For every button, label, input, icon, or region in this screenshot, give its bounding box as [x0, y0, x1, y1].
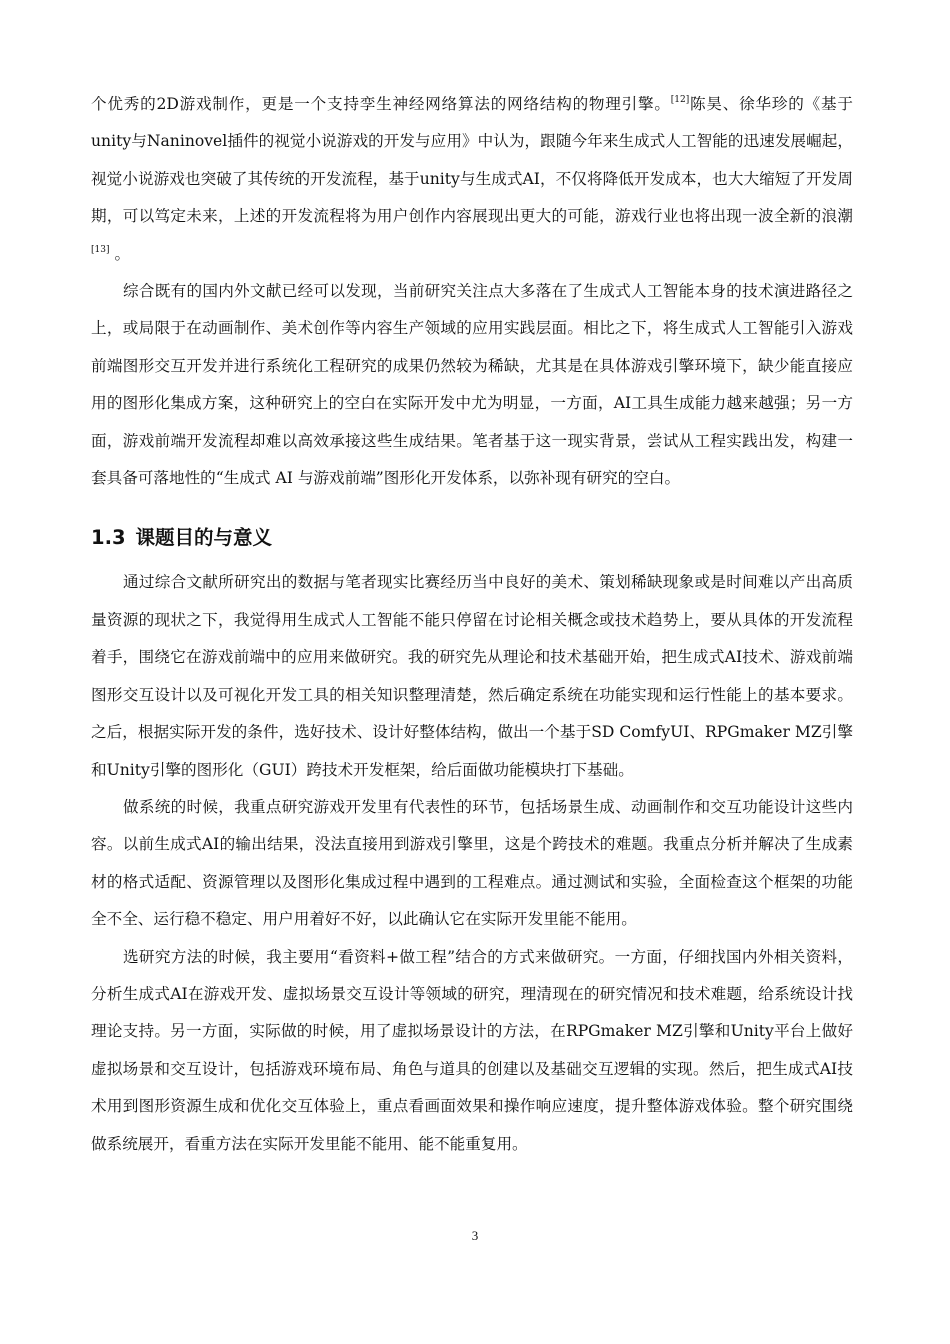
paragraph-continuation [91, 86, 853, 273]
section-number: 1.3 [91, 526, 126, 550]
paragraph-literature-summary: 综合既有的国内外文献已经可以发现，当前研究关注点大多落在了生成式人工智能本身的技术演进路径之上，或局限于在动画制作、美术创作等内容生产领域的应用实践层面。相比之下，将生成式人工智能引入游戏前端图形交互开发并进行系统化工程研究的成果仍然较为稀缺，尤其是在具体游戏引擎环境下，缺少能直接应用的图形化集成方案，这种研究上的空白在实际开发中尤为明显，一方面，AI工具生成能力越来越强；另一方面，游戏前端开发流程却难以高效承接这些生成结果。笔者基于这一现实背景，尝试从工程实践出发，构建一套具备可落地性的“生成式 AI 与游戏前端”图形化开发体系，以弥补现有研究的空白。 [91, 282, 853, 488]
section-title: 课题目的与意义 [135, 526, 273, 550]
paragraph-research-method: 选研究方法的时候，我主要用“看资料+做工程”结合的方式来做研究。一方面，仔细找国内外相关资料，分析生成式AI在游戏开发、虚拟场景交互设计等领域的研究，理清现在的研究情况和技术难题，给系统设计找理论支持。另一方面，实际做的时候，用了虚拟场景设计的方法，在RPGmaker MZ引擎和Unity平台上做好虚拟场景和交互设计，包括游戏环境布局、角色与道具的创建以及基础交互逻辑的实现。然后，把生成式AI技术用到图形资源生成和优化交互体验上，重点看画面效果和操作响应速度，提升整体游戏体验。整个研究围绕做系统展开，看重方法在实际开发里能不能用、能不能重复用。 [91, 947, 853, 1153]
citation-ref[interactable]: [12] [670, 95, 690, 105]
paragraph-text: 陈昊、徐华珍的《基于unity与Naninovel插件的视觉小说游戏的开发与应用》中认为，跟随今年来生成式人工智能的迅速发展崛起，视觉小说游戏也突破了其传统的开发流程，基于unity与生成式AI，不仅将降低开发成本，也大大缩短了开发周期，可以笃定未来，上述的开发流程将为用户创作内容展现出更大的可能，游戏行业也将出现一波全新的浪潮 [91, 95, 853, 226]
paragraph-text: 个优秀的2D游戏制作，更是一个支持孪生神经网络算法的网络结构的物理引擎。 [91, 95, 671, 113]
section-heading [91, 497, 853, 564]
page-number: 3 [471, 1228, 479, 1243]
document-page [91, 86, 853, 1163]
paragraph-purpose: 通过综合文献所研究出的数据与笔者现实比赛经历当中良好的美术、策划稀缺现象或是时间难以产出高质量资源的现状之下，我觉得用生成式人工智能不能只停留在讨论相关概念或技术趋势上，要从具体的开发流程着手，围绕它在游戏前端中的应用来做研究。我的研究先从理论和技术基础开始，把生成式AI技术、游戏前端图形交互设计以及可视化开发工具的相关知识整理清楚，然后确定系统在功能实现和运行性能上的基本要求。之后，根据实际开发的条件，选好技术、设计好整体结构，做出一个基于SD ComfyUI、RPGmaker MZ引擎和Unity引擎的图形化（GUI）跨技术开发框架，给后面做功能模块打下基础。 [91, 573, 853, 779]
paragraph-system-design: 做系统的时候，我重点研究游戏开发里有代表性的环节，包括场景生成、动画制作和交互功能设计这些内容。以前生成式AI的输出结果，没法直接用到游戏引擎里，这是个跨技术的难题。我重点分析并解决了生成素材的格式适配、资源管理以及图形化集成过程中遇到的工程难点。通过测试和实验，全面检查这个框架的功能全不全、运行稳不稳定、用户用着好不好，以此确认它在实际开发里能不能用。 [91, 797, 853, 929]
citation-ref[interactable]: [13] [91, 244, 110, 255]
paragraph-text: 。 [109, 244, 131, 263]
